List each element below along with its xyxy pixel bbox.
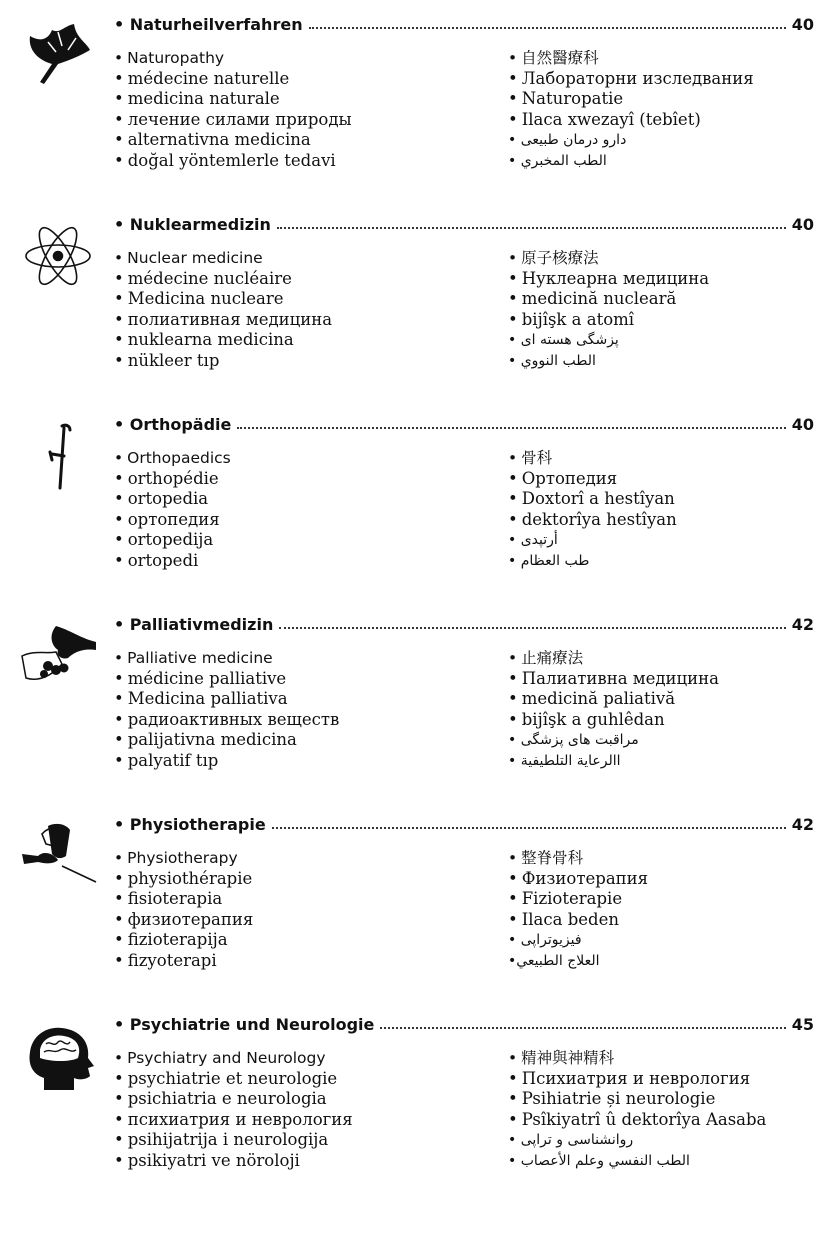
list-item-label: Medicina palliativa: [127, 689, 288, 708]
list-item: [114, 1130, 494, 1151]
section-heading: [114, 610, 814, 634]
list-item: [114, 351, 494, 372]
list-item-label: Nuclear medicine: [127, 249, 263, 267]
list-item: [114, 751, 494, 772]
section-title: • Physiotherapie: [114, 815, 266, 834]
list-item: [114, 551, 494, 572]
list-item-label: médecine naturelle: [127, 68, 290, 88]
list-item: [508, 930, 814, 951]
bullet: •: [508, 1109, 518, 1129]
bullet: •: [114, 468, 124, 488]
list-item-label: Palliative medicine: [127, 649, 273, 667]
bullet: •: [114, 89, 124, 108]
list-item-label: Нуклеарна медицина: [521, 268, 710, 288]
list-item-label: médecine nucléaire: [127, 268, 292, 288]
list-item: [114, 530, 494, 551]
list-item-label: Physiotherapy: [127, 849, 238, 867]
list-item-label: Палиативна медицина: [521, 668, 719, 688]
list-item: [508, 330, 814, 351]
list-item: [114, 469, 494, 490]
bullet: •: [508, 1049, 518, 1067]
bullet: •: [114, 109, 124, 129]
section-heading: [114, 410, 814, 434]
list-item: [508, 710, 814, 731]
holding-hands-icon: [18, 620, 98, 692]
list-item: [508, 530, 814, 551]
bullet: •: [114, 68, 124, 88]
list-item-label: 原子核療法: [521, 249, 599, 267]
list-item: [114, 89, 494, 110]
list-item: [114, 689, 494, 710]
list-item-label: fizioterapija: [127, 930, 228, 949]
bullet: •: [114, 889, 124, 908]
list-item-label: Психиатрия и неврология: [521, 1068, 751, 1088]
leader-dots: [237, 427, 785, 429]
list-item-label: psihijatrija i neurologija: [127, 1130, 329, 1149]
bullet: •: [508, 649, 518, 667]
bullet: •: [114, 249, 124, 267]
list-item-label: palijativna medicina: [127, 730, 297, 749]
list-item: [114, 910, 494, 931]
list-item: [508, 730, 814, 751]
list-item: [508, 869, 814, 890]
list-item: [114, 710, 494, 731]
list-item-label: الطب النووي •: [508, 352, 596, 369]
page-number: 40: [791, 215, 814, 234]
foot-massage-icon: [18, 820, 98, 892]
list-item: [508, 448, 814, 469]
translations-right-column: [508, 848, 814, 971]
translations-left-column: [114, 48, 494, 171]
list-item-label: Ilaca beden: [521, 909, 619, 929]
list-item-label: Medicina nucleare: [127, 289, 284, 308]
list-item-label: Лабораторни изследвания: [521, 68, 754, 88]
list-item: [114, 510, 494, 531]
bullet: •: [508, 49, 518, 67]
list-item: [508, 1069, 814, 1090]
atom-icon: [18, 220, 98, 292]
list-item-label: الطب المخبري •: [508, 152, 607, 169]
bullet: •: [114, 1130, 124, 1149]
bullet: •: [508, 668, 518, 688]
list-item-label: физиотерапия: [127, 909, 254, 929]
list-item-label: doğal yöntemlerle tedavi: [127, 150, 336, 170]
section-title: • Palliativmedizin: [114, 615, 274, 634]
bullet: •: [508, 309, 518, 329]
section-heading: [114, 810, 814, 834]
translations-left-column: [114, 648, 494, 771]
bullet: •: [508, 849, 518, 867]
bullet: •: [508, 889, 518, 908]
list-item: [114, 448, 494, 469]
list-item: [508, 951, 814, 972]
list-item: [508, 1130, 814, 1151]
list-item-label: طب العظام •: [508, 552, 590, 569]
list-item: [114, 310, 494, 331]
list-item: [508, 48, 814, 69]
translations-right-column: [508, 448, 814, 571]
translations-right-column: [508, 48, 814, 171]
list-item-label: psichiatria e neurologia: [127, 1089, 327, 1108]
list-item-label: مراقبت های پزشگی •: [508, 732, 639, 748]
list-item-label: радиоактивных веществ: [127, 709, 340, 729]
list-item: [114, 110, 494, 131]
ginkgo-leaf-icon: [18, 20, 98, 92]
list-item-label: العلاج الطبيعي•: [508, 952, 600, 969]
list-item: [508, 1110, 814, 1131]
bullet: •: [114, 730, 124, 749]
list-item: [508, 351, 814, 372]
page-number: 42: [791, 615, 814, 634]
list-item: [114, 1110, 494, 1131]
bullet: •: [114, 289, 124, 308]
bullet: •: [114, 950, 124, 970]
list-item: [114, 69, 494, 90]
list-item: [508, 848, 814, 869]
list-item-label: 自然醫療科: [521, 49, 599, 67]
bullet: •: [508, 909, 518, 929]
list-item-label: الطب النفسي وعلم الأعصاب •: [508, 1152, 690, 1169]
bullet: •: [114, 330, 124, 349]
list-item-label: psychiatrie et neurologie: [127, 1068, 338, 1088]
bullet: •: [114, 1089, 124, 1108]
section-title: • Orthopädie: [114, 415, 232, 434]
bullet: •: [114, 930, 124, 949]
bullet: •: [508, 709, 518, 729]
bullet: •: [114, 668, 124, 688]
section-title: • Psychiatrie und Neurologie: [114, 1015, 375, 1034]
list-item-label: medicină paliativă: [521, 689, 676, 708]
list-item: [508, 110, 814, 131]
page-number: 40: [791, 15, 814, 34]
bullet: •: [114, 530, 124, 549]
list-item-label: physiothérapie: [127, 868, 253, 888]
brain-head-icon: [18, 1020, 98, 1092]
bullet: •: [114, 150, 124, 170]
list-item-label: alternativna medicina: [127, 130, 311, 149]
bullet: •: [508, 489, 518, 508]
translations-left-column: [114, 448, 494, 571]
bullet: •: [114, 909, 124, 929]
list-item-label: полиативная медицина: [127, 309, 333, 329]
list-item: [508, 510, 814, 531]
bullet: •: [114, 268, 124, 288]
bullet: •: [114, 649, 124, 667]
bullet: •: [114, 689, 124, 708]
list-item-label: Orthopaedics: [127, 449, 231, 467]
list-item: [114, 269, 494, 290]
leader-dots: [309, 27, 786, 29]
bullet: •: [508, 268, 518, 288]
list-item: [508, 1089, 814, 1110]
bullet: •: [114, 1150, 124, 1170]
list-item-label: medicina naturale: [127, 89, 280, 108]
list-item-label: medicină nucleară: [521, 289, 677, 308]
bullet: •: [508, 68, 518, 88]
list-item-label: dektorîya hestîyan: [521, 509, 677, 529]
section-title: • Naturheilverfahren: [114, 15, 303, 34]
list-item-label: bijîşk a guhlêdan: [521, 709, 665, 729]
section-title: • Nuklearmedizin: [114, 215, 271, 234]
list-item: [508, 469, 814, 490]
list-item: [114, 930, 494, 951]
list-item: [508, 689, 814, 710]
leader-dots: [380, 1027, 785, 1029]
bullet: •: [114, 350, 124, 370]
list-item-label: االرعاية التلطيفية •: [508, 752, 621, 769]
bullet: •: [114, 130, 124, 149]
bullet: •: [508, 689, 518, 708]
list-item: [508, 551, 814, 572]
list-item-label: fisioterapia: [127, 889, 223, 908]
list-item: [508, 889, 814, 910]
list-item-label: ortopedija: [127, 530, 214, 549]
list-item-label: bijîşk a atomî: [521, 309, 635, 329]
bullet: •: [114, 750, 124, 770]
leader-dots: [272, 827, 786, 829]
translations-left-column: [114, 1048, 494, 1171]
list-item: [508, 669, 814, 690]
leader-dots: [279, 627, 785, 629]
bullet: •: [114, 1109, 124, 1129]
bullet: •: [114, 849, 124, 867]
translations-right-column: [508, 1048, 814, 1171]
translations-right-column: [508, 648, 814, 771]
list-item-label: Fizioterapie: [521, 889, 623, 908]
bullet: •: [114, 449, 124, 467]
list-item: [508, 751, 814, 772]
bullet: •: [114, 868, 124, 888]
bullet: •: [114, 309, 124, 329]
list-item: [508, 648, 814, 669]
list-item-label: Ортопедия: [521, 468, 618, 488]
list-item-label: 止痛療法: [521, 649, 584, 667]
list-item: [508, 248, 814, 269]
bullet: •: [508, 449, 518, 467]
list-item: [508, 1048, 814, 1069]
section-heading: [114, 10, 814, 34]
list-item-label: 精神與神精科: [521, 1049, 615, 1067]
list-item: [114, 869, 494, 890]
list-item: [508, 1151, 814, 1172]
bullet: •: [508, 249, 518, 267]
bullet: •: [114, 489, 124, 508]
leader-dots: [277, 227, 786, 229]
bullet: •: [114, 509, 124, 529]
translations-left-column: [114, 848, 494, 971]
list-item: [114, 248, 494, 269]
bullet: •: [508, 1089, 518, 1108]
list-item-label: پزشگی هسته ای •: [508, 332, 619, 348]
list-item-label: Doxtorî a hestîyan: [521, 489, 675, 508]
list-item-label: nükleer tıp: [127, 350, 220, 370]
list-item-label: روانشناسی و تراپی •: [508, 1132, 634, 1148]
list-item: [114, 489, 494, 510]
list-item-label: Psihiatrie și neurologie: [521, 1089, 716, 1108]
bullet: •: [114, 1068, 124, 1088]
list-item: [508, 489, 814, 510]
list-item-label: ortopedi: [127, 550, 199, 570]
list-item: [114, 1089, 494, 1110]
list-item: [114, 289, 494, 310]
list-item-label: ортопедия: [127, 509, 220, 529]
list-item-label: nuklearna medicina: [127, 330, 294, 349]
list-item: [114, 1048, 494, 1069]
list-item-label: Физиотерапия: [521, 868, 649, 888]
list-item: [508, 910, 814, 931]
list-item: [114, 130, 494, 151]
list-item-label: Naturopatie: [521, 89, 624, 108]
section: [0, 810, 815, 1010]
translations-right-column: [508, 248, 814, 371]
page-number: 40: [791, 415, 814, 434]
section: [0, 610, 815, 810]
list-item: [114, 951, 494, 972]
section: [0, 410, 815, 610]
list-item: [508, 151, 814, 172]
bullet: •: [508, 468, 518, 488]
list-item: [114, 648, 494, 669]
list-item: [114, 669, 494, 690]
list-item: [114, 151, 494, 172]
bullet: •: [508, 868, 518, 888]
list-item-label: Ilaca xwezayî (tebîet): [521, 109, 701, 129]
list-item: [114, 48, 494, 69]
section: [0, 10, 815, 210]
list-item-label: palyatif tıp: [127, 750, 219, 770]
list-item-label: orthopédie: [127, 468, 219, 488]
bullet: •: [114, 709, 124, 729]
bullet: •: [508, 89, 518, 108]
section-heading: [114, 1010, 814, 1034]
list-item: [114, 889, 494, 910]
bullet: •: [508, 509, 518, 529]
list-item-label: 整脊骨科: [521, 849, 584, 867]
bullet: •: [508, 1068, 518, 1088]
list-item-label: فیزیوتراپی •: [508, 932, 582, 948]
translations-left-column: [114, 248, 494, 371]
bullet: •: [114, 1049, 124, 1067]
list-item-label: fizyoterapi: [127, 950, 217, 970]
bullet: •: [508, 289, 518, 308]
list-item-label: лечение силами природы: [127, 109, 352, 129]
list-item-label: أرتپدی •: [508, 532, 558, 548]
bullet: •: [508, 109, 518, 129]
crutch-icon: [18, 420, 98, 492]
section: [0, 1010, 815, 1210]
list-item: [508, 69, 814, 90]
list-item-label: Naturopathy: [127, 49, 225, 67]
list-item-label: psikiyatri ve nöroloji: [127, 1150, 300, 1170]
section: [0, 210, 815, 410]
list-item: [114, 730, 494, 751]
list-item-label: 骨科: [521, 449, 553, 467]
list-item-label: Psîkiyatrî û dektorîya Aasaba: [521, 1109, 767, 1129]
list-item-label: Psychiatry and Neurology: [127, 1049, 326, 1067]
page-number: 45: [791, 1015, 814, 1034]
section-heading: [114, 210, 814, 234]
list-item: [508, 310, 814, 331]
page-number: 42: [791, 815, 814, 834]
list-item: [114, 1151, 494, 1172]
list-item: [508, 269, 814, 290]
list-item: [114, 1069, 494, 1090]
list-item-label: دارو درمان طبیعی •: [508, 132, 627, 148]
list-item: [508, 289, 814, 310]
list-item-label: психиатрия и неврология: [127, 1109, 353, 1129]
bullet: •: [114, 49, 124, 67]
list-item: [508, 130, 814, 151]
list-item-label: ortopedia: [127, 489, 209, 508]
list-item: [114, 330, 494, 351]
list-item-label: médicine palliative: [127, 668, 287, 688]
list-item: [508, 89, 814, 110]
bullet: •: [114, 550, 124, 570]
list-item: [114, 848, 494, 869]
